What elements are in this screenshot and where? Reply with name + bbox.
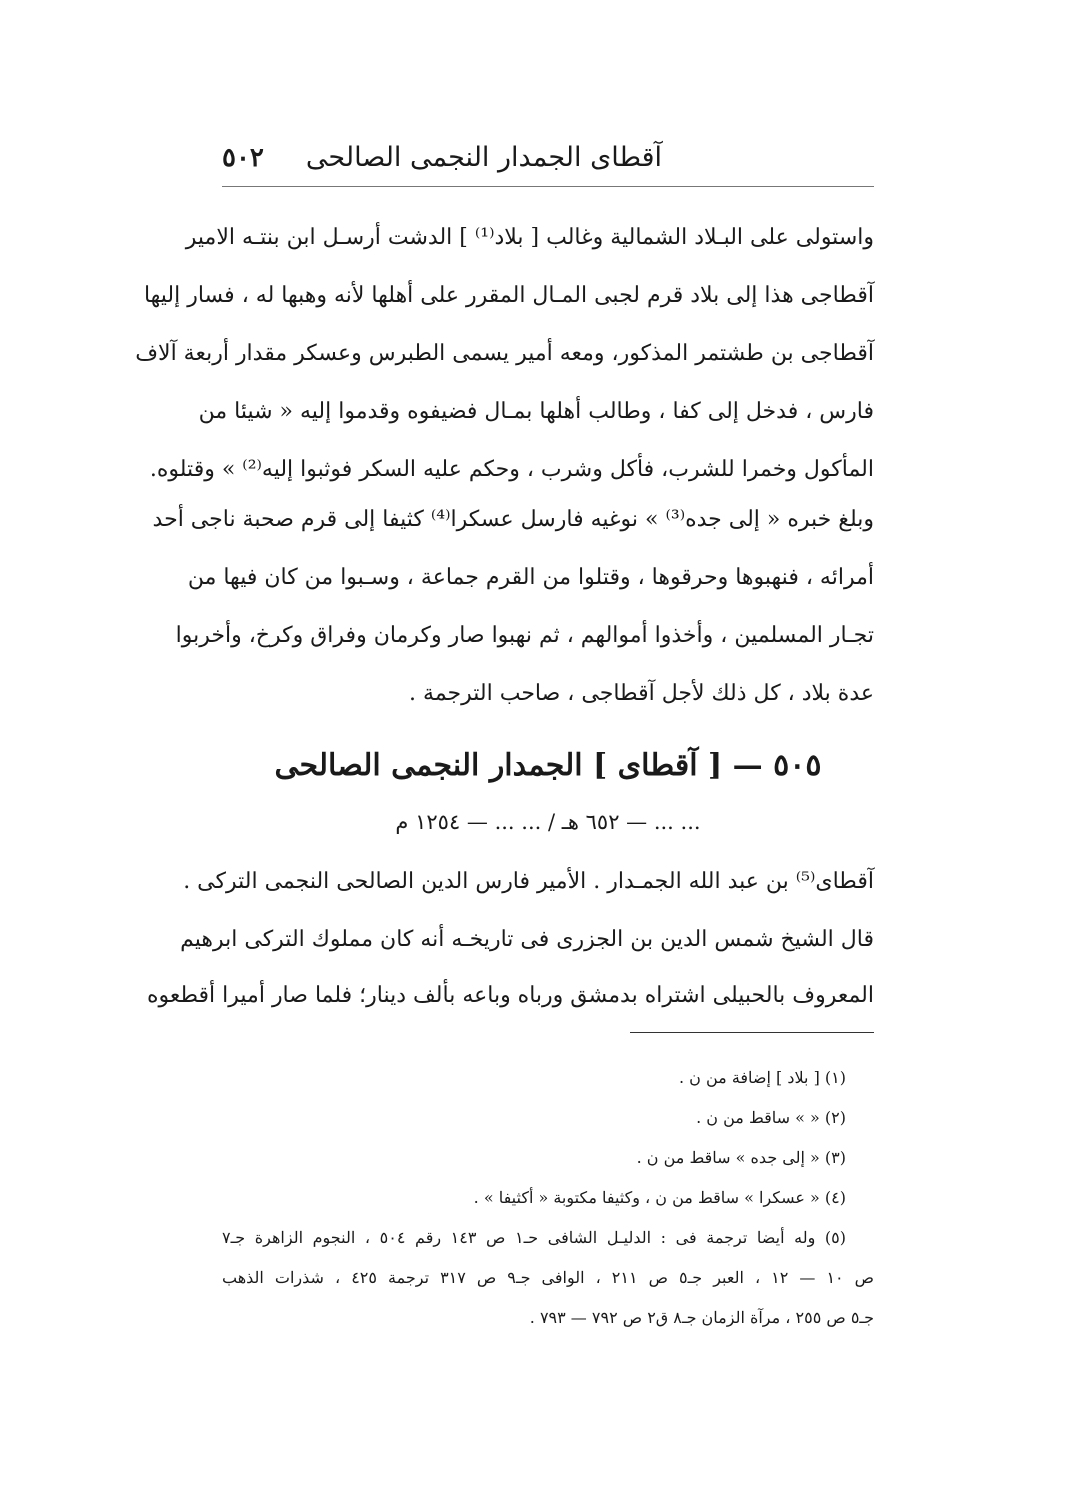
text-line: آقطاجى هذا إلى بلاد قرم لجبى المـال المقرر على أهلها لأنه وهبها له ، فسار إليها [143, 283, 874, 308]
text-line: عدة بلاد ، كل ذلك لأجل آقطاجى ، صاحب الترجمة . [409, 681, 874, 706]
entry-heading: ٥٠٥ — [ آقطاى ] الجمدار النجمى الصالحى [274, 748, 822, 783]
text-line: فارس ، فدخل إلى كفا ، وطالب أهلها بمـال فضيفوه وقدموا إليه « شيئا من [198, 399, 874, 424]
text-line: وبلغ خبره « إلى جده⁽³⁾ » نوغيه فارسل عسكرا⁽⁴⁾ كثيفا إلى قرم صحبة ناجى أحد [152, 507, 874, 532]
running-title: آقطاى الجمدار النجمى الصالحى [305, 142, 662, 173]
page-number: ٥٠٢ [222, 143, 264, 173]
page-header [222, 140, 872, 180]
text-line: واستولى على البـلاد الشمالية وغالب [ بلاد⁽¹⁾ ] الدشت أرسـل ابن بنتـه الامير [185, 225, 874, 250]
footnote: (٤) « عسكرا » ساقط من ن ، وكثيفا مكتوبة « أكثيفا » . [473, 1188, 846, 1207]
text-line: تجـار المسلمين ، وأخذوا أموالهم ، ثم نهبوا صار وكرمان وفراق وكرخ، وأخربوا [175, 623, 874, 648]
footnotes [222, 1062, 874, 1334]
footnote: (٥) وله أيضا ترجمة فى : الدليـل الشافى حـ١ ص ١٤٣ رقم ٥٠٤ ، النجوم الزاهرة جـ٧ [222, 1228, 846, 1247]
text-line: المعروف بالحبيلى اشتراه بدمشق ورباه وباعه بألف دينار؛ فلما صار أميرا أقطعوه [146, 983, 874, 1008]
footnote: (١) [ بلاد ] إضافة من ن . [678, 1068, 846, 1087]
paragraph-3 [183, 866, 874, 898]
text-line: أمرائه ، فنهبوها وحرقوها ، وقتلوا من القرم جماعة ، وسـبوا من كان فيها من [187, 565, 874, 590]
footnote-continuation: ص ١٠ — ١٢ ، العبر جـ٥ ص ٢١١ ، الوافى جـ٩ ص ٣١٧ ترجمة ٤٢٥ ، شذرات الذهب [222, 1268, 875, 1287]
header-divider [222, 186, 874, 187]
paragraph-2 [152, 504, 874, 710]
paragraph-1 [135, 222, 874, 486]
text-line: المأكول وخمرا للشرب، فأكل وشرب ، وحكم عليه السكر فوثبوا إليه⁽²⁾ » وقتلوه. [149, 457, 874, 482]
paragraph-4 [146, 924, 874, 1012]
footnote-divider [630, 1032, 874, 1033]
footnote: (٢) « » ساقط من ن . [696, 1108, 846, 1127]
text-line: آقطاجى بن طشتمر المذكور، ومعه أمير يسمى الطبرس وعسكر مقدار أربعة آلاف [135, 341, 874, 366]
entry-dates: ... ... — ٦٥٢ هـ / ... ... — ١٢٥٤ م [395, 810, 701, 834]
text-line: قال الشيخ شمس الدين بن الجزرى فى تاريخـه أنه كان مملوك التركى ابرهيم [180, 927, 874, 952]
text-line: آقطاى⁽⁵⁾ بن عبد الله الجمـدار . الأمير فارس الدين الصالحى النجمى التركى . [183, 869, 874, 894]
footnote: (٣) « إلى جده » ساقط من ن . [636, 1148, 846, 1167]
footnote-continuation: جـ٥ ص ٢٥٥ ، مرآة الزمان جـ٨ ق٢ ص ٧٩٢ — ٧٩٣ . [529, 1308, 874, 1327]
